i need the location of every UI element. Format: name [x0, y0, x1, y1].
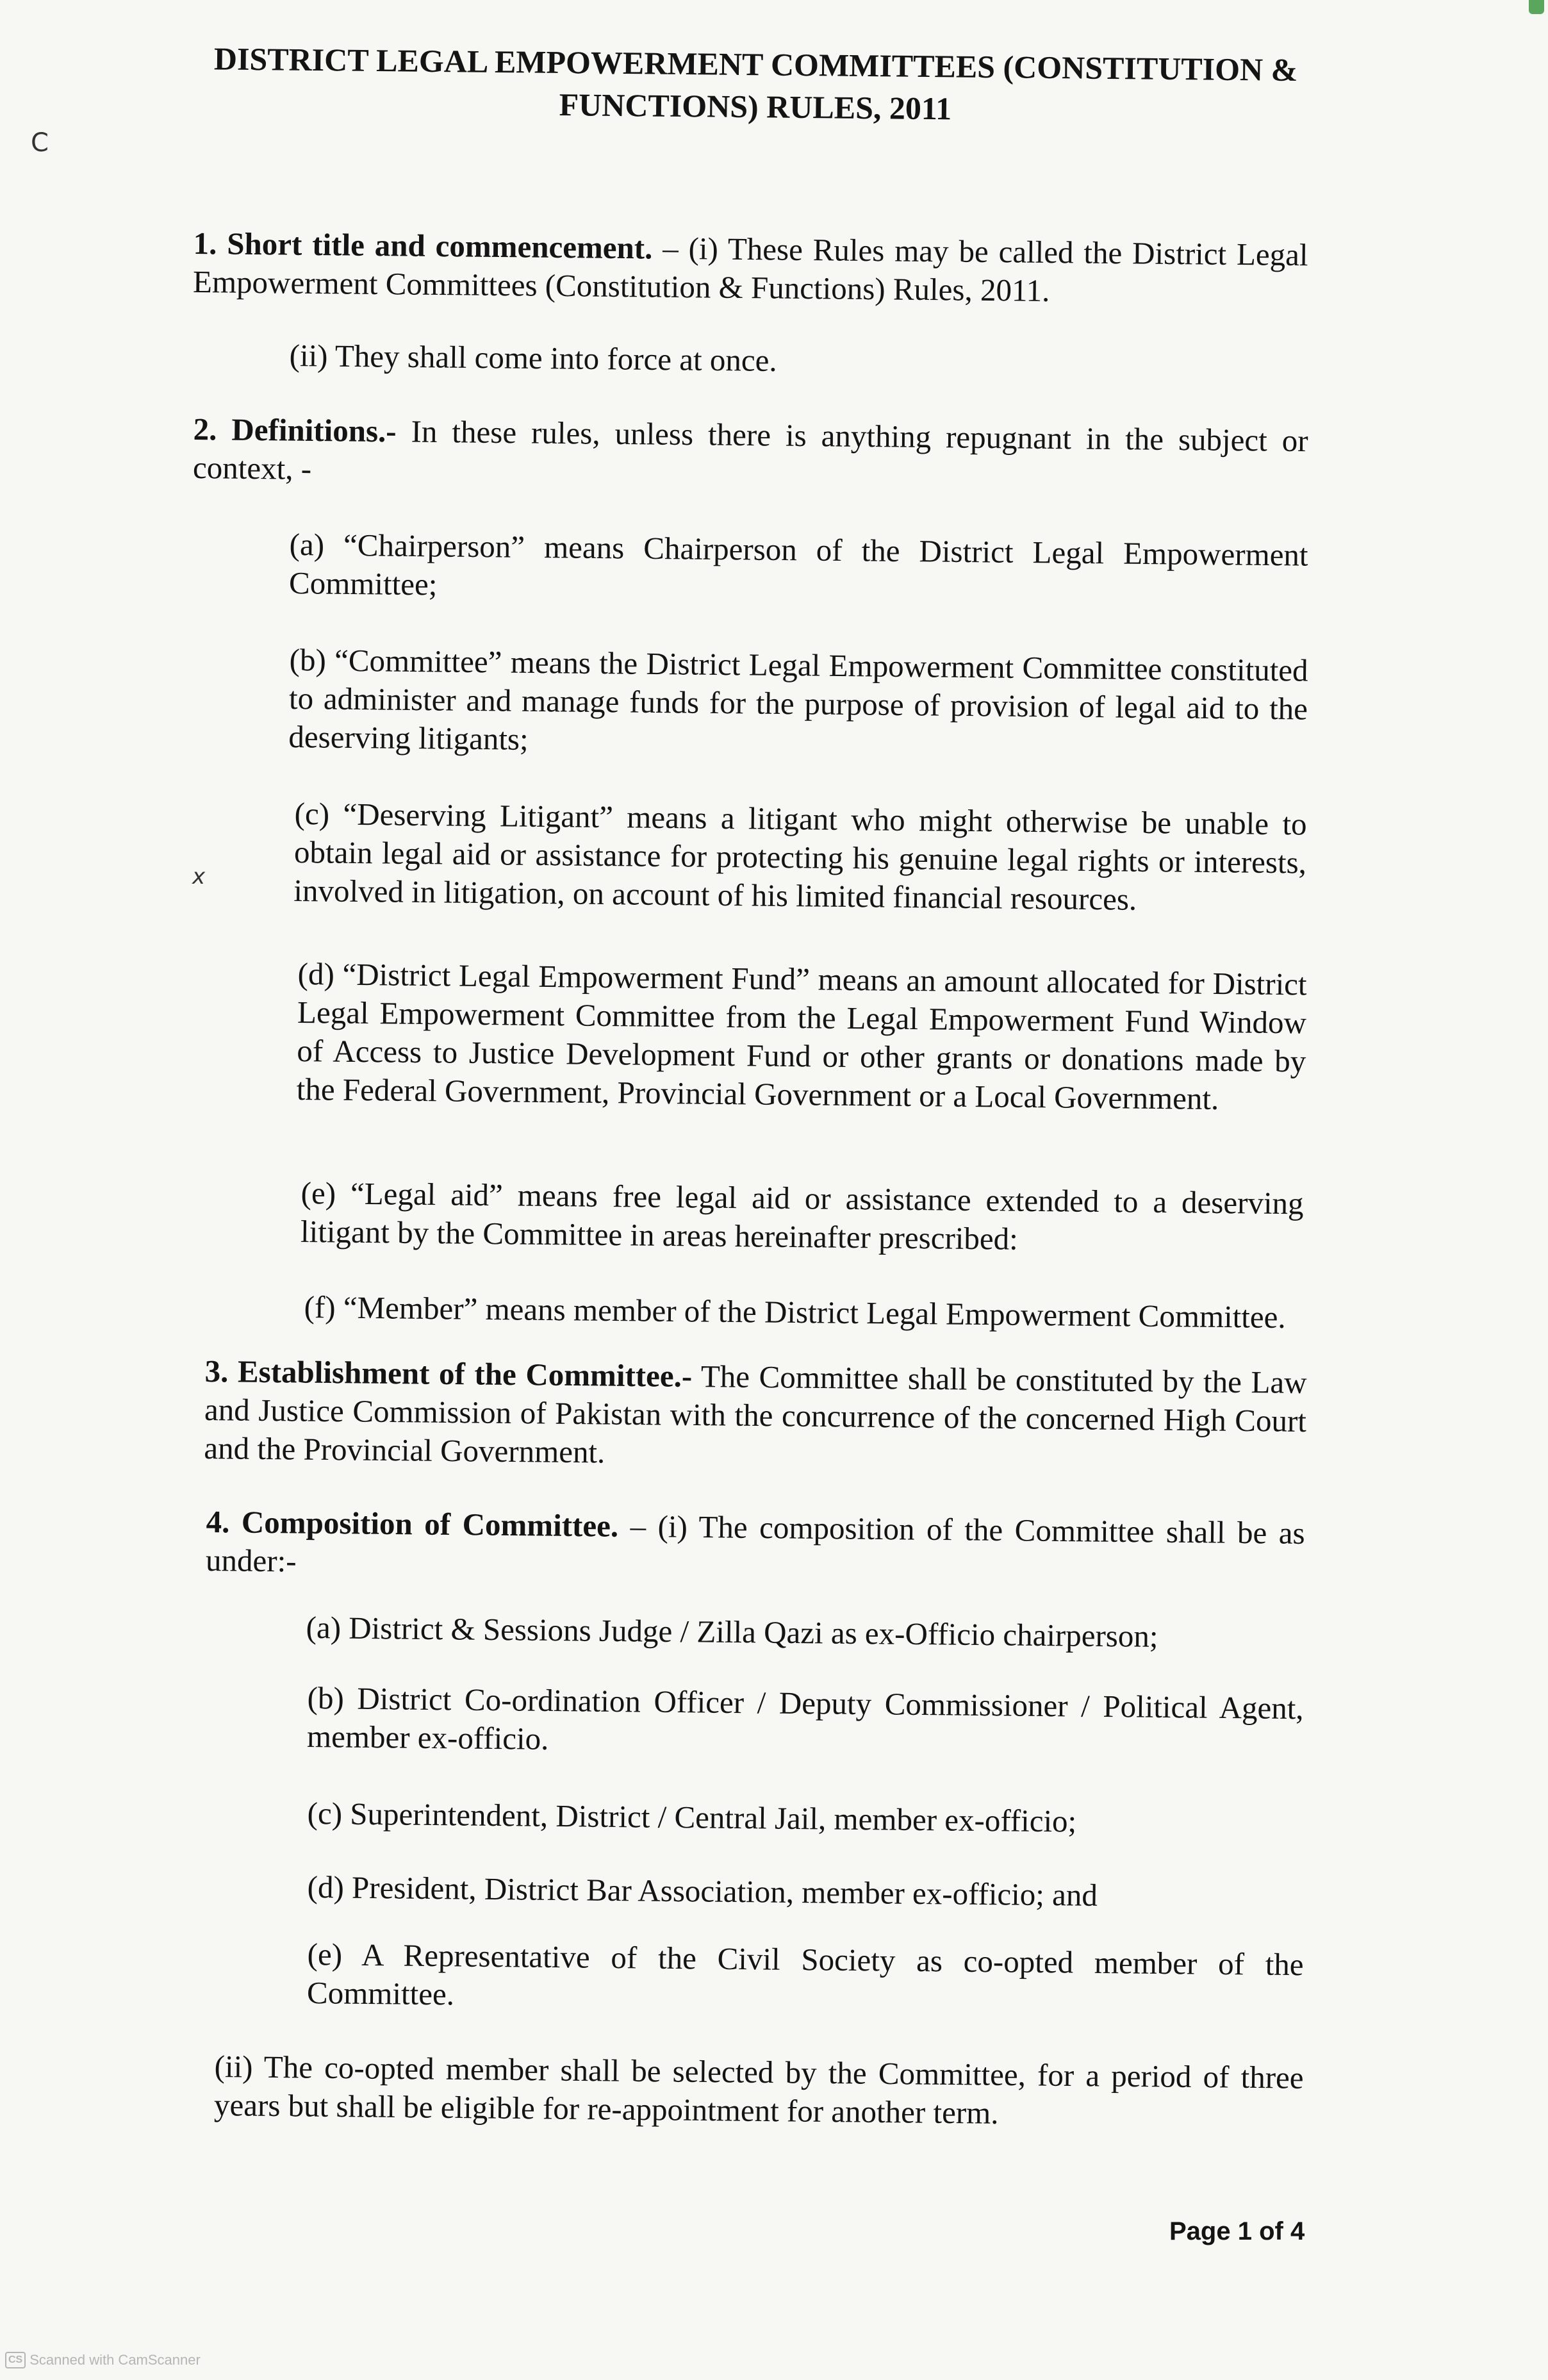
definition-e: (e) “Legal aid” means free legal aid or assistance extended to a deserving litigant by the Committee in areas hereinafter prescribed: [300, 1175, 1304, 1257]
section-4-heading: 4. Composition of Committee. [206, 1504, 619, 1544]
section-1-subclause-ii: (ii) They shall come into force at once. [289, 337, 777, 378]
margin-x-mark: x [192, 864, 206, 889]
definition-d: (d) “District Legal Empowerment Fund” means an amount allocated for District Legal Empowerment Committee from the Legal Empowerment Fund Window of Access to Justice Development Fund or other grants or donations made by the Federal Government, Provincial Government or a Local Government. [296, 955, 1307, 1117]
section-1-text: – (i) These Rules may be called the District Legal Empowerment Committees (Constitution & Functions) Rules, 2011. [192, 230, 1308, 308]
section-3 [204, 1352, 1307, 1479]
page-number: Page 1 of 4 [1169, 2217, 1305, 2245]
section-3-heading: 3. Establishment of the Committee.- [204, 1353, 693, 1394]
section-4-text: – (i) The composition of the Committee shall be as under:- [205, 1508, 1305, 1579]
definition-b: (b) “Committee” means the District Legal Empowerment Committee constituted to administer and manage funds for the purpose of provision of legal aid to the deserving litigants; [288, 641, 1308, 757]
definition-f: (f) “Member” means member of the District Legal Empowerment Committee. [304, 1289, 1286, 1335]
section-2 [193, 410, 1308, 499]
section-4 [206, 1503, 1305, 1591]
section-3-text: The Committee shall be constituted by the Law and Justice Commission of Pakistan with the concurrence of the concerned High Court and the Provincial Government. [204, 1358, 1307, 1470]
section-2-text: In these rules, unless there is anything repugnant in the subject or context, - [192, 413, 1308, 486]
composition-item-b: (b) District Co-ordination Officer / Deputy Commissioner / Political Agent, member ex-officio. [306, 1680, 1304, 1756]
definition-c: (c) “Deserving Litigant” means a litigant who might otherwise be unable to obtain legal aid or assistance for protecting his genuine legal rights or interests, involved in litigation, on account of his limited financial resources. [293, 795, 1307, 917]
scanner-watermark-text: Scanned with CamScanner [29, 2352, 201, 2368]
margin-c-mark: C [31, 128, 49, 158]
camscanner-icon: CS [5, 2352, 26, 2368]
section-1-heading: 1. Short title and commencement. [193, 225, 653, 266]
section-4-subclause-ii: (ii) The co-opted member shall be selected by the Committee, for a period of three years but shall be eligible for re-appointment for another term. [213, 2049, 1304, 2131]
section-2-heading: 2. Definitions.- [193, 411, 397, 449]
section-1 [193, 224, 1308, 313]
scanner-watermark [5, 2352, 201, 2368]
definition-a: (a) “Chairperson” means Chairperson of the District Legal Empowerment Committee; [288, 526, 1308, 602]
composition-item-a: (a) District & Sessions Judge / Zilla Qazi as ex-Officio chairperson; [306, 1610, 1158, 1654]
composition-item-d: (d) President, District Bar Association, member ex-officio; and [307, 1869, 1098, 1913]
composition-item-c: (c) Superintendent, District / Central Jail, member ex-officio; [307, 1796, 1077, 1839]
corner-tab-mark [1529, 0, 1544, 14]
composition-item-e: (e) A Representative of the Civil Society as co-opted member of the Committee. [306, 1937, 1304, 2012]
document-title: DISTRICT LEGAL EMPOWERMENT COMMITTEES (CONSTITUTION & FUNCTIONS) RULES, 2011 [213, 40, 1298, 127]
